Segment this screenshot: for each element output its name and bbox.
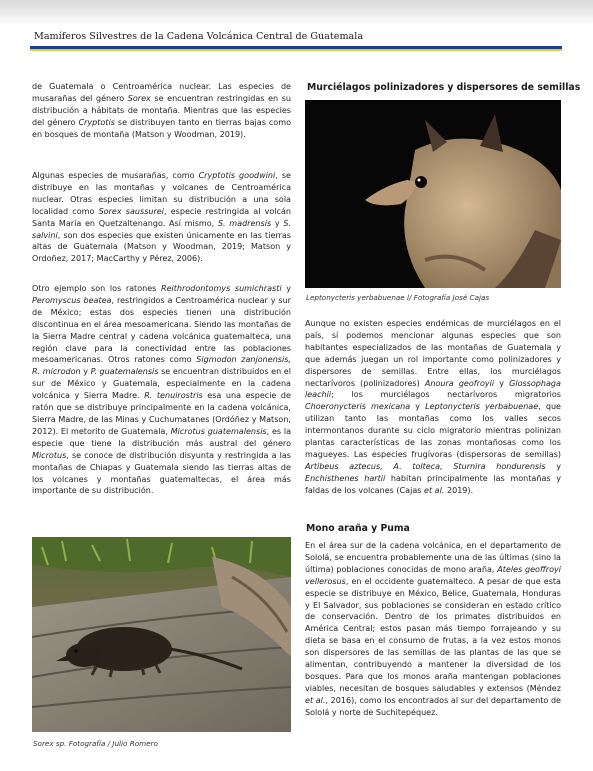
shrew-photo-caption: Sorex sp. Fotografía / Julio Romero xyxy=(33,739,158,748)
page-top-shade xyxy=(0,0,593,26)
heading-monkey-puma: Mono araña y Puma xyxy=(306,523,410,534)
paragraph-spider-monkey: En el área sur de la cadena volcánica, en el departamento de Sololá, se encuentra probablemente una de las últimas (sino la última) poblaciones conocidas de mono araña, Ateles geoffroyi vellerosus, en el occidente guatemalteco. A pesar de que esta especie se distribuye en México, Belice, Guatemala, Honduras y El Salvador, sus poblaciones se consideran en estado crítico de conservación. Dentro de los primates distribuidos en América Central; estos pasan más tiempo forrajeando y su dieta se basa en el consumo de frutas, a la vez estos monos son dispersores de las semillas de las plantas de las que se alimentan, contribuyendo a mantener la diversidad de los bosques. Para que los monos araña mantengan poblaciones viables, necesitan de bosques saludables y extensos (Méndez et al., 2016), como los encontrados al sur del departamento de Sololá y norte de Suchitepéquez. xyxy=(305,541,561,717)
running-header: Mamíferos Silvestres de la Cadena Volcánica Central de Guatemala xyxy=(34,31,364,42)
bat-photo xyxy=(305,100,561,288)
paragraph-mice: Otro ejemplo son los ratones Reithrodontomys sumichrasti y Peromyscus beatea, restringidos a Centroamérica nuclear y sur de México; estas dos especies tienen una distribución discontinua en el área mesoamericana. Siendo las montañas de la Sierra Madre central y cadena volcánica guatemalteca, una región clave para la conectividad entre las poblaciones mesoamericanas. Otros ratones como Sigmodon zanjonensis, R. microdon y P. guatemalensis se encuentran distribuidos en el sur de México y Guatemala, especialmente en la cadena volcánica y Sierra Madre. R. tenuirostris esa una especie de ratón que se distribuye principalmente en la cadena volcánica, Sierra Madre, de las Minas y Cuchumatanes (Ordóñez y Matson, 2012). El metorito de Guatemala, Microtus guatemalensis, es la especie que tiene la distribución más austral del género Microtus, se conoce de distribución disyunta y restringida a las montañas de Chiapas y Guatemala siendo las tierras altas de los volcanes y montañas guatemaltecas, el área más importante de su distribución. xyxy=(32,284,292,496)
paragraph-bats: Aunque no existen especies endémicas de murciélagos en el país, sí podemos mencionar algunas especies que son habitantes especializados de las montañas de Guatemala y que además juegan un rol importante como polinizadores y dispersores de semillas. Entre ellas, los murciélagos nectarívoros (polinizadores) Anoura geofroyii y Glossophaga leachii; los murciélagos nectarívoros migratorios Choeronycteris mexicana y Leptonycteris yerbabuenae, que utilizan tanto las montañas como los valles secos intermontanos durante su ciclo migratorio mientras polinizan plantas características de las zonas montañosas como los magueyes. Las especies frugívoras (dispersoras de semillas) Artibeus aztecus, A. tolteca, Sturnira hondurensis y Enchisthenes hartii habitan principalmente las montañas y faldas de los volcanes (Cajas et al. 2019). xyxy=(305,319,562,495)
paragraph-shrew-species: Algunas especies de musarañas, como Cryptotis goodwini, se distribuye en las montañas y volcanes de Centroamérica nuclear. Otras especies limitan su distribución a una sola localidad como Sorex saussurei, especie restringida al volcán Santa María en Quetzaltenango. Así mismo, S. madrensis y S. salvini, son dos especies que existen únicamente en las tierras altas de Guatemala (Matson y Woodman, 2019; Matson y Ordoñez, 2017; MacCarthy y Pérez, 2006). xyxy=(32,171,291,264)
bat-photo-caption: Leptonycteris yerbabuenae l/ Fotografía José Cajas xyxy=(306,293,490,302)
heading-bats: Murciélagos polinizadores y dispersores de semillas xyxy=(307,82,581,93)
header-rule-yellow xyxy=(30,49,562,51)
shrew-photo xyxy=(32,537,291,732)
paragraph-shrews-intro: de Guatemala o Centroamérica nuclear. Las especies de musarañas del género Sorex se encuentran restringidas en su distribución a hábitats de montaña. Mientras que las especies del género Cryptotis se distribuyen tanto en tierras bajas como en bosques de montaña (Matson y Woodman, 2019). xyxy=(32,82,291,139)
